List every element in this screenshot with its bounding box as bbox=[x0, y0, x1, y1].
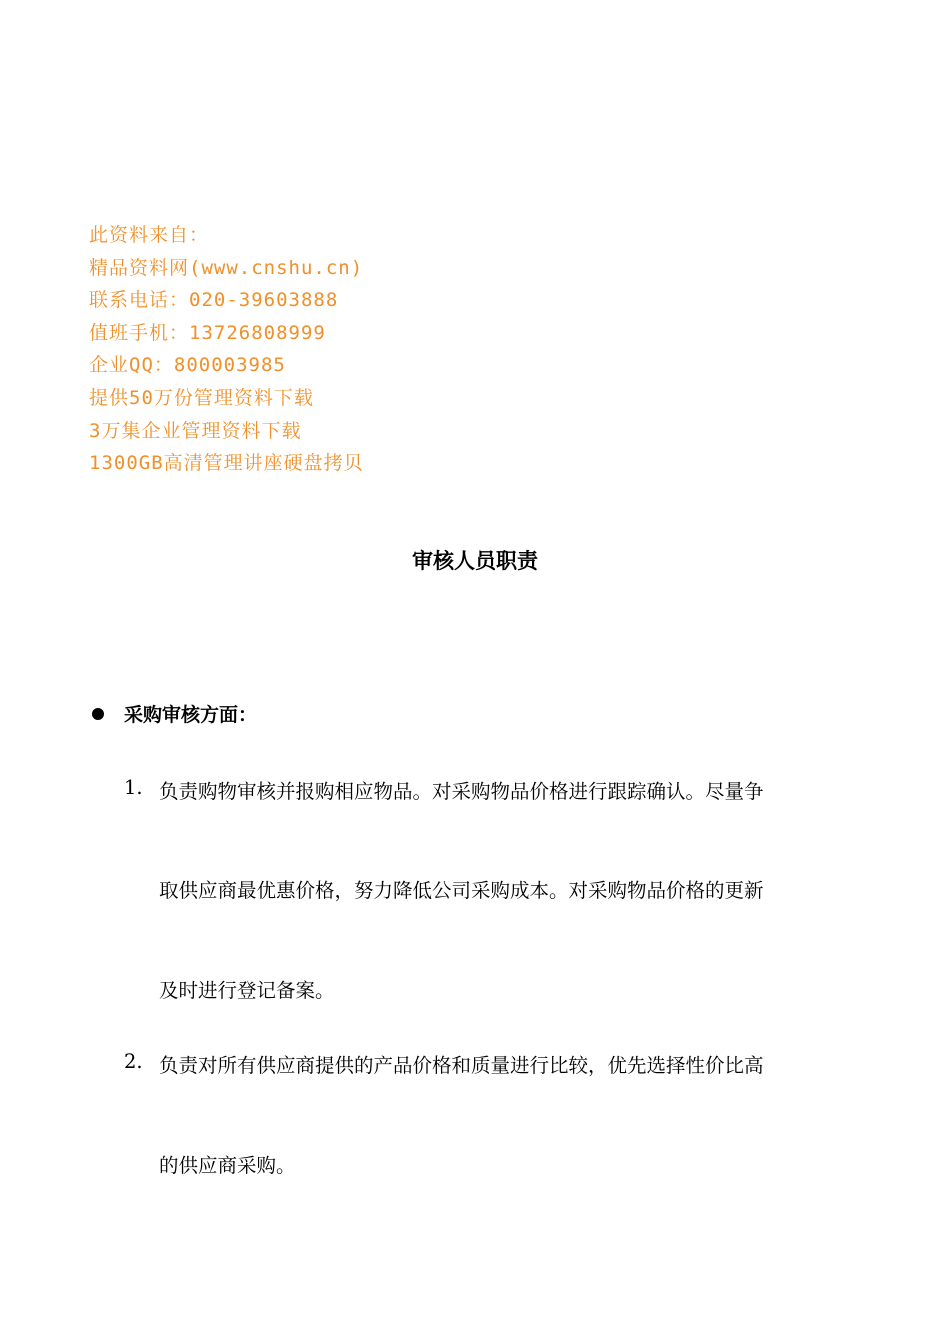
source-line: 联系电话：020-39603888 bbox=[89, 289, 339, 312]
source-line: 1300GB高清管理讲座硬盘拷贝 bbox=[89, 452, 364, 475]
section-heading bbox=[92, 700, 257, 727]
list-item-text-line: 负责对所有供应商提供的产品价格和质量进行比较，优先选择性价比高 bbox=[159, 1054, 764, 1077]
list-item-text-line: 的供应商采购。 bbox=[159, 1154, 296, 1177]
source-line: 3万集企业管理资料下载 bbox=[89, 419, 302, 442]
source-line: 此资料来自： bbox=[89, 224, 210, 246]
list-item-text-line: 负责购物审核并报购相应物品。对采购物品价格进行跟踪确认。尽量争 bbox=[159, 780, 764, 803]
list-item-number: 2. bbox=[124, 1050, 143, 1073]
list-item-text-line: 及时进行登记备案。 bbox=[159, 979, 335, 1002]
source-line: 值班手机：13726808999 bbox=[89, 321, 326, 344]
page-title: 审核人员职责 bbox=[412, 548, 538, 573]
list-item-number: 1. bbox=[124, 776, 143, 799]
source-line: 企业QQ：800003985 bbox=[89, 354, 286, 377]
bullet-icon bbox=[92, 708, 104, 720]
section-heading-label: 采购审核方面： bbox=[124, 704, 258, 726]
source-line: 提供50万份管理资料下载 bbox=[89, 386, 314, 409]
source-info-block bbox=[89, 219, 364, 480]
source-line: 精品资料网(www.cnshu.cn) bbox=[89, 256, 364, 279]
list-item-text-line: 取供应商最优惠价格，努力降低公司采购成本。对采购物品价格的更新 bbox=[159, 879, 764, 902]
